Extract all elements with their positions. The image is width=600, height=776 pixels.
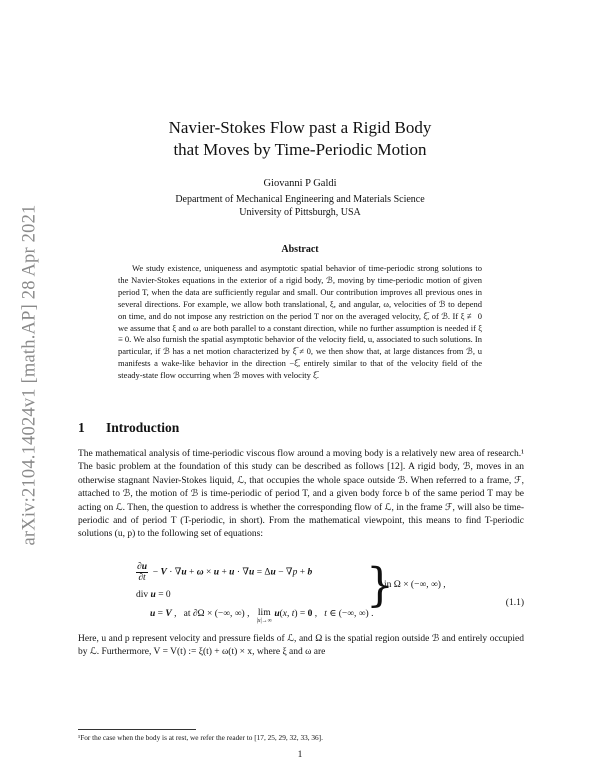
arxiv-identifier-text: arXiv:2104.14024v1 [math.AP] 28 Apr 2021 [19, 204, 40, 546]
equation-line-momentum: $\frac{\partial u}{\partial t}$ − V · ∇u + ω × u + u · ∇u = Δu − ∇p + b [137, 562, 313, 583]
section-title: Introduction [106, 420, 180, 435]
section-heading [78, 420, 179, 436]
equation-domain: in Ω × (−∞, ∞) , [384, 580, 446, 590]
author-name: Giovanni P Galdi [263, 178, 337, 189]
equation-line-divergence: div u = 0 [136, 590, 171, 600]
affiliation-line-2: University of Pittsburgh, USA [239, 207, 361, 218]
equation-number: (1.1) [505, 598, 524, 608]
paper-title-line-1: Navier-Stokes Flow past a Rigid Body [168, 118, 432, 137]
abstract-text: We study existence, uniqueness and asymptotic spatial behavior of time-periodic strong solutions to the Navier-Stokes equations in the exterior of a rigid body, ℬ, moving by time-periodic motion of given period T, when the data are sufficiently regular and small. Our contribution improves all previous ones in several directions. For example, we allow both translational, ξ, and angular, ω, velocities of ℬ to depend on time, and do not impose any restriction on the period T nor on the averaged velocity, ξ̅, of ℬ. If ξ ≢ 0 we assume that ξ and ω are both parallel to a constant direction, while no further assumption is needed if ξ ≡ 0. We also furnish the spatial asymptotic behavior of the velocity field, u, associated to such solutions. In particular, if ℬ has a net motion characterized by ξ̅ ≠ 0, we then show that, at large distances from ℬ, u manifests a wake-like behavior in the direction −ξ̅, entirely similar to that of the velocity field of the steady-state flow occurring when ℬ moves with velocity ξ̅. [118, 263, 482, 381]
section-number: 1 [78, 420, 85, 435]
arxiv-identifier [20, 180, 40, 570]
after-equation-paragraph: Here, u and p represent velocity and pressure fields of ℒ, and Ω is the spatial region outside ℬ and entirely occupied by ℒ. Furthermore, V = V(t) := ξ(t) + ω(t) × x, where ξ and ω are [78, 634, 524, 658]
right-brace: } [366, 558, 394, 613]
footnote-rule [78, 729, 196, 730]
page-number: 1 [297, 750, 303, 760]
abstract-heading: Abstract [281, 244, 319, 255]
affiliation-line-1: Department of Mechanical Engineering and Materials Science [175, 194, 425, 205]
intro-paragraph: The mathematical analysis of time-periodic viscous flow around a moving body is a relatively new area of research.¹ The basic problem at the foundation of this study can be described as follows [12]. A rigid body, ℬ, moves in an otherwise stagnant Navier-Stokes liquid, ℒ, that occupies the whole space outside ℬ. When referred to a frame, ℱ, attached to ℬ, the motion of ℬ is time-periodic of period T, and a given body force b of the same period T may be acting on ℒ. Then, the question to address is whether the corresponding flow of ℒ, in the frame ℱ, will also be time-periodic and of period T (T-periodic, in short). From the mathematical viewpoint, this means to find T-periodic solutions (u, p) to the following set of equations: [78, 449, 524, 540]
footnote: ¹For the case when the body is at rest, we refer the reader to [17, 25, 29, 32, 33, 36]. [78, 733, 323, 742]
equation-line-boundary: u = V , at ∂Ω × (−∞, ∞) , lim |x|→∞ u(x, t) = 0 , t ∈ (−∞, ∞) . [150, 608, 374, 624]
paper-title-line-2: that Moves by Time-Periodic Motion [173, 140, 427, 159]
